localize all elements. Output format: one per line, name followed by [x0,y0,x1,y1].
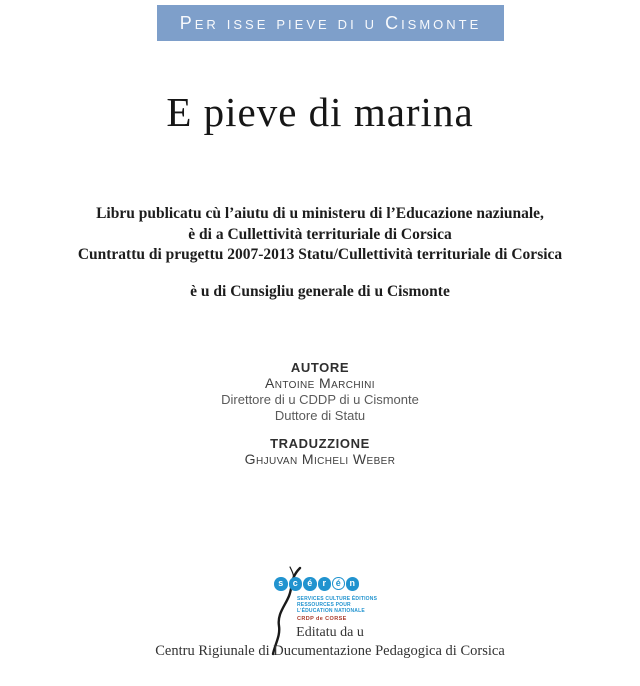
funding-line: è u di Cunsigliu generale di u Cismonte [190,283,450,300]
imprint-intro: Editatu da u [296,625,364,640]
logo-org-name: CRDP de CORSE [297,616,347,622]
publication-line-2: è di a Cullettività territuriale di Corsica [188,225,452,243]
author-name: Antoine Marchini [264,375,375,391]
logo-tagline-line-2: RESSOURCES POUR [297,602,351,608]
logo-letter-circle: é [332,577,345,590]
logo-wordmark [274,577,359,591]
imprint-name: Centru Rigiunale di Ducumentazione Pedagogica di Corsica [155,643,505,659]
series-banner-label: Per isse pieve di u Cismonte [179,12,482,33]
logo-letter-circle: n [346,577,360,591]
publication-line-1: Libru publicatu cù l’aiutu di u ministeru di l’Educazione naziunale, [96,205,544,222]
translator-name: Ghjuvan Micheli Weber [244,451,396,467]
logo-tagline-line-3: L’ÉDUCATION NATIONALE [297,608,365,614]
translation-heading: TRADUZZIONE [270,436,370,451]
logo-letter-circle: é [303,577,317,591]
publication-note [0,204,640,266]
logo-tagline [297,596,377,614]
logo-letter-circle: r [318,577,332,591]
book-title: E pieve di marina [166,89,474,135]
publication-line-3: Cuntrattu di prugettu 2007-2013 Statu/Cullettività territuriale di Corsica [77,246,563,263]
series-banner [157,5,504,41]
logo-letter-circle: c [289,577,303,591]
author-role-2: Duttore di Statu [274,408,366,423]
author-heading: AUTORE [290,360,350,375]
logo-tagline-line-1: SERVICES CULTURE ÉDITIONS [297,596,378,602]
logo-letter-circle: s [274,577,288,591]
author-role-1: Direttore di u CDDP di u Cismonte [221,392,419,407]
